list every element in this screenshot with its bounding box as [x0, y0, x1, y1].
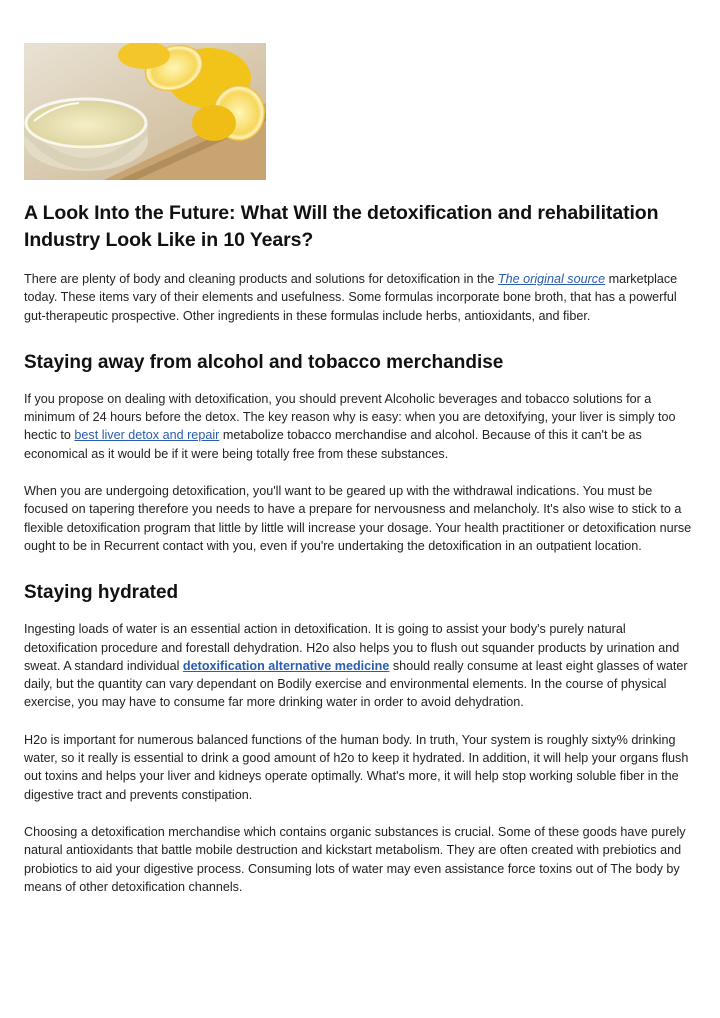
products-paragraph: Choosing a detoxification merchandise which contains organic substances is crucial. Some of these goods have purely natural antioxidants that battle mobile destruction and kickstart metabolism. They are often created with prebiotics and probiotics to aid your digestive process. Consuming lots of water may even assistance force toxins out of The body by means of other detoxification channels. — [24, 824, 686, 894]
intro-text-end: marketplace today. These items vary of their elements and usefulness. Some formulas incorporate bone broth, that has a powerful gut-therapeutic prospective. Other ingredients in these formulas include herbs, antioxidants, and fiber. — [24, 272, 678, 323]
water-paragraph — [24, 620, 694, 711]
hero-image — [24, 43, 266, 180]
alcohol-paragraph — [24, 390, 694, 463]
section-heading-hydrated: Staying hydrated — [24, 582, 179, 604]
intro-text-start: There are plenty of body and cleaning products and solutions for detoxification in the — [24, 272, 498, 286]
withdrawal-paragraph: When you are undergoing detoxification, you'll want to be geared up with the withdrawal indications. You must be focused on tapering therefore you needs to have a prepare for nervousness and melancholy. It's also wise to stick to a flexible detoxification program that little by little will increase your dosage. Your health practitioner or detoxification nurse ought to be in Recurrent contact with you, even if you're undertaking the detoxification in an outpatient location. — [24, 484, 692, 553]
article — [24, 200, 694, 915]
alternative-medicine-link[interactable]: detoxification alternative medicine — [182, 658, 390, 673]
section-heading-alcohol-tobacco: Staying away from alcohol and tobacco merchandise — [24, 351, 504, 373]
intro-paragraph — [24, 270, 694, 325]
lemon-juice-photo — [24, 43, 266, 180]
alcohol-text-end: metabolize tobacco merchandise and alcohol. Because of this it can't be as economical as it would be if it were being totally free from these substances. — [24, 428, 642, 461]
water-text-end: should really consume at least eight glasses of water daily, but the quantity can vary dependant on Bodily exercise and environmental elements. In the course of physical exercise, you may have to consume far more drinking water in order to avoid dehydration. — [24, 658, 688, 710]
liver-detox-link[interactable]: best liver detox and repair — [74, 428, 220, 443]
alcohol-text-start: If you propose on dealing with detoxification, you should prevent Alcoholic beverages and tobacco solutions for a minimum of 24 hours before the detox. The key reason why is easy: when you are detoxifying, your liver is simply too hectic to — [24, 391, 676, 443]
water-text-start: Ingesting loads of water is an essential action in detoxification. It is going to assist your body's purely natural detoxification procedure and forestall dehydration. H2o also helps you to flush out squander products by urination and sweat. A standard individual — [24, 622, 680, 673]
h2o-paragraph: H2o is important for numerous balanced functions of the human body. In truth, Your system is roughly sixty% drinking water, so it really is essential to drink a good amount of h2o to keep it hydrated. In addition, it will help your organs flush out toxins and helps your liver and kidneys operate optimally. What's more, it will help stop working soluble fiber in the digestive tract and prevents constipation. — [24, 732, 689, 802]
article-title: A Look Into the Future: What Will the detoxification and rehabilitation Industry Look Like in 10 Years? — [24, 202, 659, 251]
original-source-link[interactable]: The original source — [497, 272, 606, 286]
